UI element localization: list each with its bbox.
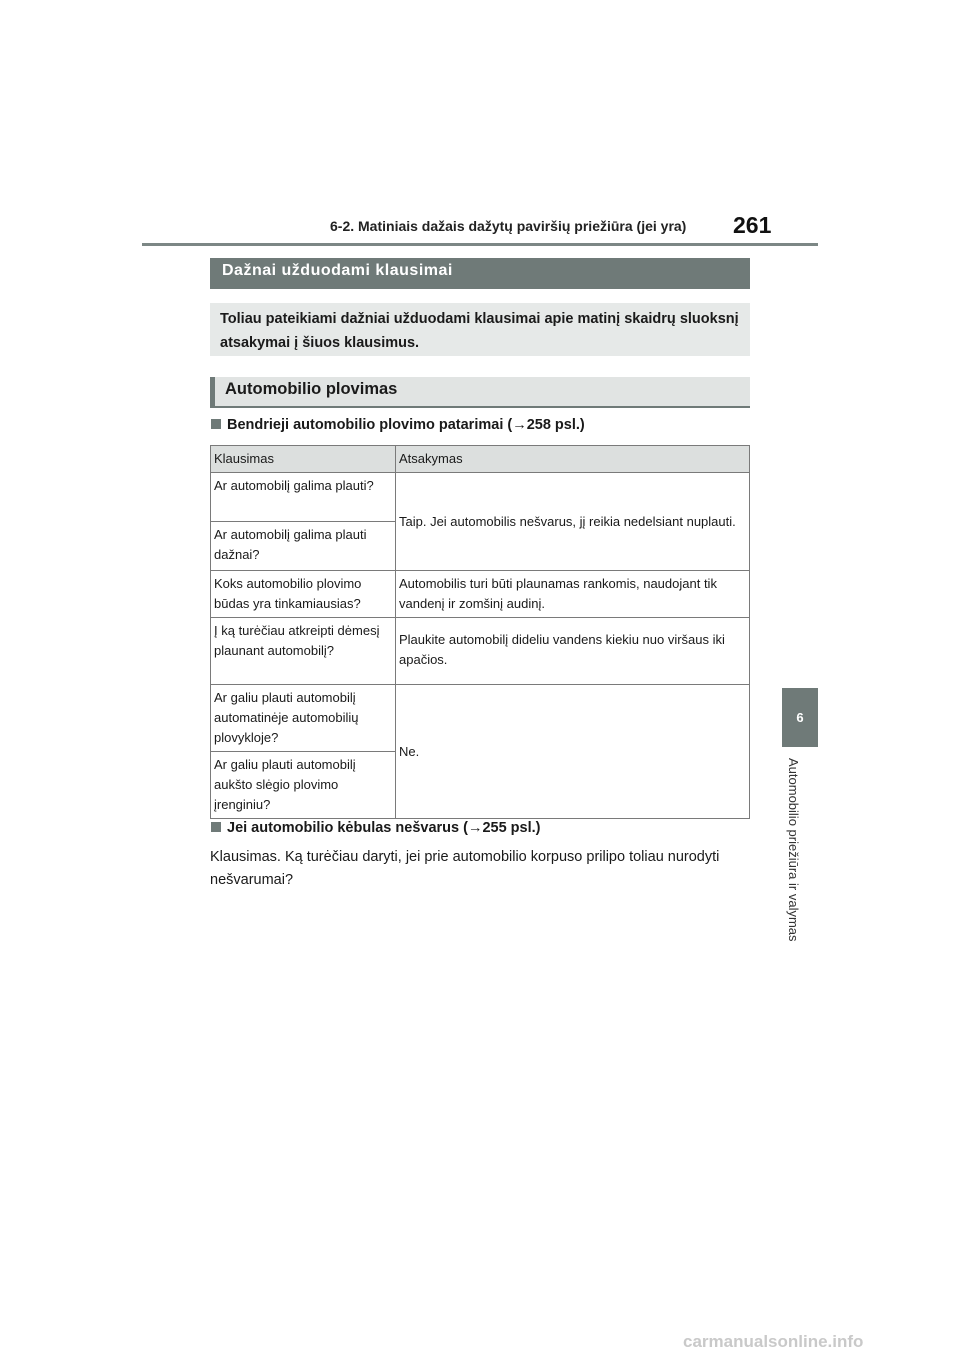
answer-cell	[396, 473, 750, 571]
table-row	[211, 473, 750, 522]
answer-cell	[396, 685, 750, 819]
answer-text: Taip. Jei automobilis nešvarus, jį reikia nedelsiant nuplauti.	[399, 513, 736, 529]
question-cell: Ar galiu plauti automobilį aukšto slėgio plovimo įrenginiu?	[211, 752, 396, 819]
subheading-general-tips	[211, 417, 585, 433]
table-header-answer: Atsakymas	[396, 446, 750, 473]
faq-banner: Dažnai užduodami klausimai	[210, 258, 750, 289]
page-number: 261	[733, 212, 772, 238]
table-row	[211, 685, 750, 752]
subheading-dirty-body	[211, 820, 540, 836]
table-header-row	[211, 446, 750, 473]
chapter-side-label: Automobilio priežiūra ir valymas	[786, 758, 801, 942]
question-cell: Koks automobilio plovimo būdas yra tinkamiausias?	[211, 571, 396, 618]
faq-table	[210, 445, 750, 819]
running-header-title: 6-2. Matiniais dažais dažytų paviršių priežiūra (jei yra)	[330, 218, 687, 234]
body-paragraph: Klausimas. Ką turėčiau daryti, jei prie automobilio korpuso prilipo toliau nurodyti nešvarumai?	[210, 849, 720, 888]
section-heading: Automobilio plovimas	[210, 377, 750, 408]
page-ref-link[interactable]: 258 psl.)	[526, 417, 585, 433]
intro-box: Toliau pateikiami dažniai užduodami klausimai apie matinį skaidrų sluoksnį atsakymai į šiuos klausimus.	[210, 303, 750, 356]
question-cell: Ar galiu plauti automobilį automatinėje automobilių plovykloje?	[211, 685, 396, 752]
question-cell: Ar automobilį galima plauti?	[211, 473, 396, 522]
header-rule	[142, 243, 818, 246]
arrow-icon: →	[512, 417, 527, 433]
table-row	[211, 571, 750, 618]
chapter-tab	[782, 688, 818, 747]
question-cell: Į ką turėčiau atkreipti dėmesį plaunant automobilį?	[211, 618, 396, 685]
square-bullet-icon	[211, 419, 221, 429]
table-row	[211, 618, 750, 685]
table-header-question: Klausimas	[211, 446, 396, 473]
answer-cell: Plaukite automobilį dideliu vandens kiekiu nuo viršaus iki apačios.	[396, 618, 750, 685]
arrow-icon: →	[467, 820, 483, 836]
answer-text: Ne.	[399, 743, 420, 759]
watermark: carmanualsonline.info	[683, 1332, 864, 1351]
page-ref-link[interactable]: 255 psl.)	[482, 820, 541, 836]
answer-cell: Automobilis turi būti plaunamas rankomis, naudojant tik vandenį ir zomšinį audinį.	[396, 571, 750, 618]
chapter-number: 6	[796, 710, 804, 725]
square-bullet-icon	[211, 822, 221, 832]
subheading-label: Bendrieji automobilio plovimo patarimai (	[227, 417, 513, 433]
subheading-label: Jei automobilio kėbulas nešvarus (	[227, 820, 468, 836]
question-cell: Ar automobilį galima plauti dažnai?	[211, 522, 396, 571]
